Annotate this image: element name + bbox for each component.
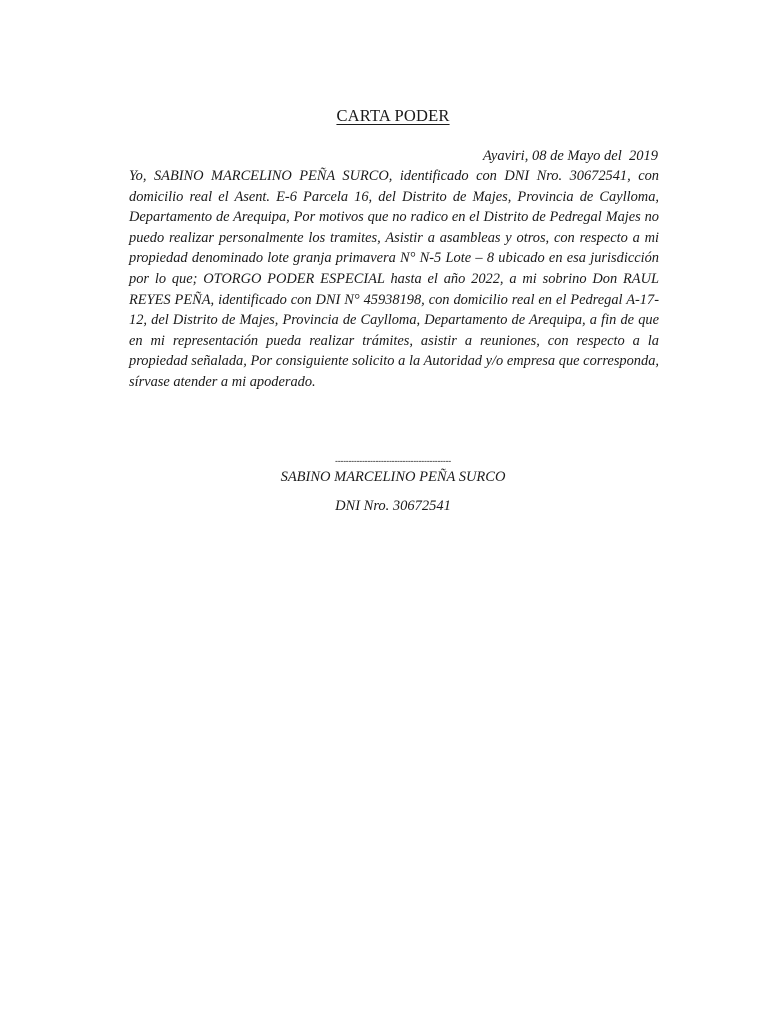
signatory-dni: DNI Nro. 30672541 (335, 498, 451, 514)
signature-line: ------------------------------------------- (335, 456, 451, 466)
document-title: CARTA PODER (336, 106, 450, 125)
signatory-name: SABINO MARCELINO PEÑA SURCO (280, 469, 506, 485)
body-paragraph: Yo, SABINO MARCELINO PEÑA SURCO, identificado con DNI Nro. 30672541, con domicilio real el Asent. E-6 Parcela 16, del Distrito de Majes, Provincia de Caylloma, Departamento de Arequipa, Por motivos que no radico en el Distrito de Pedregal Majes no puedo realizar personalmente los tramites, Asistir a asambleas y otros, con respecto a mi propiedad denominado lote granja primavera N° N-5 Lote – 8 ubicado en esa jurisdicción por lo que; OTORGO PODER ESPECIAL hasta el año 2022, a mi sobrino Don RAUL REYES PEÑA, identificado con DNI N° 45938198, con domicilio real en el Pedregal A-17-12, del Distrito de Majes, Provincia de Caylloma, Departamento de Arequipa, a fin de que en mi representación pueda realizar trámites, asistir a reuniones, con respecto a la propiedad señalada, Por consiguiente solicito a la Autoridad y/o empresa que corresponda, sírvase atender a mi apoderado. (129, 168, 659, 390)
date-line: Ayaviri, 08 de Mayo del 2019 (482, 148, 658, 164)
